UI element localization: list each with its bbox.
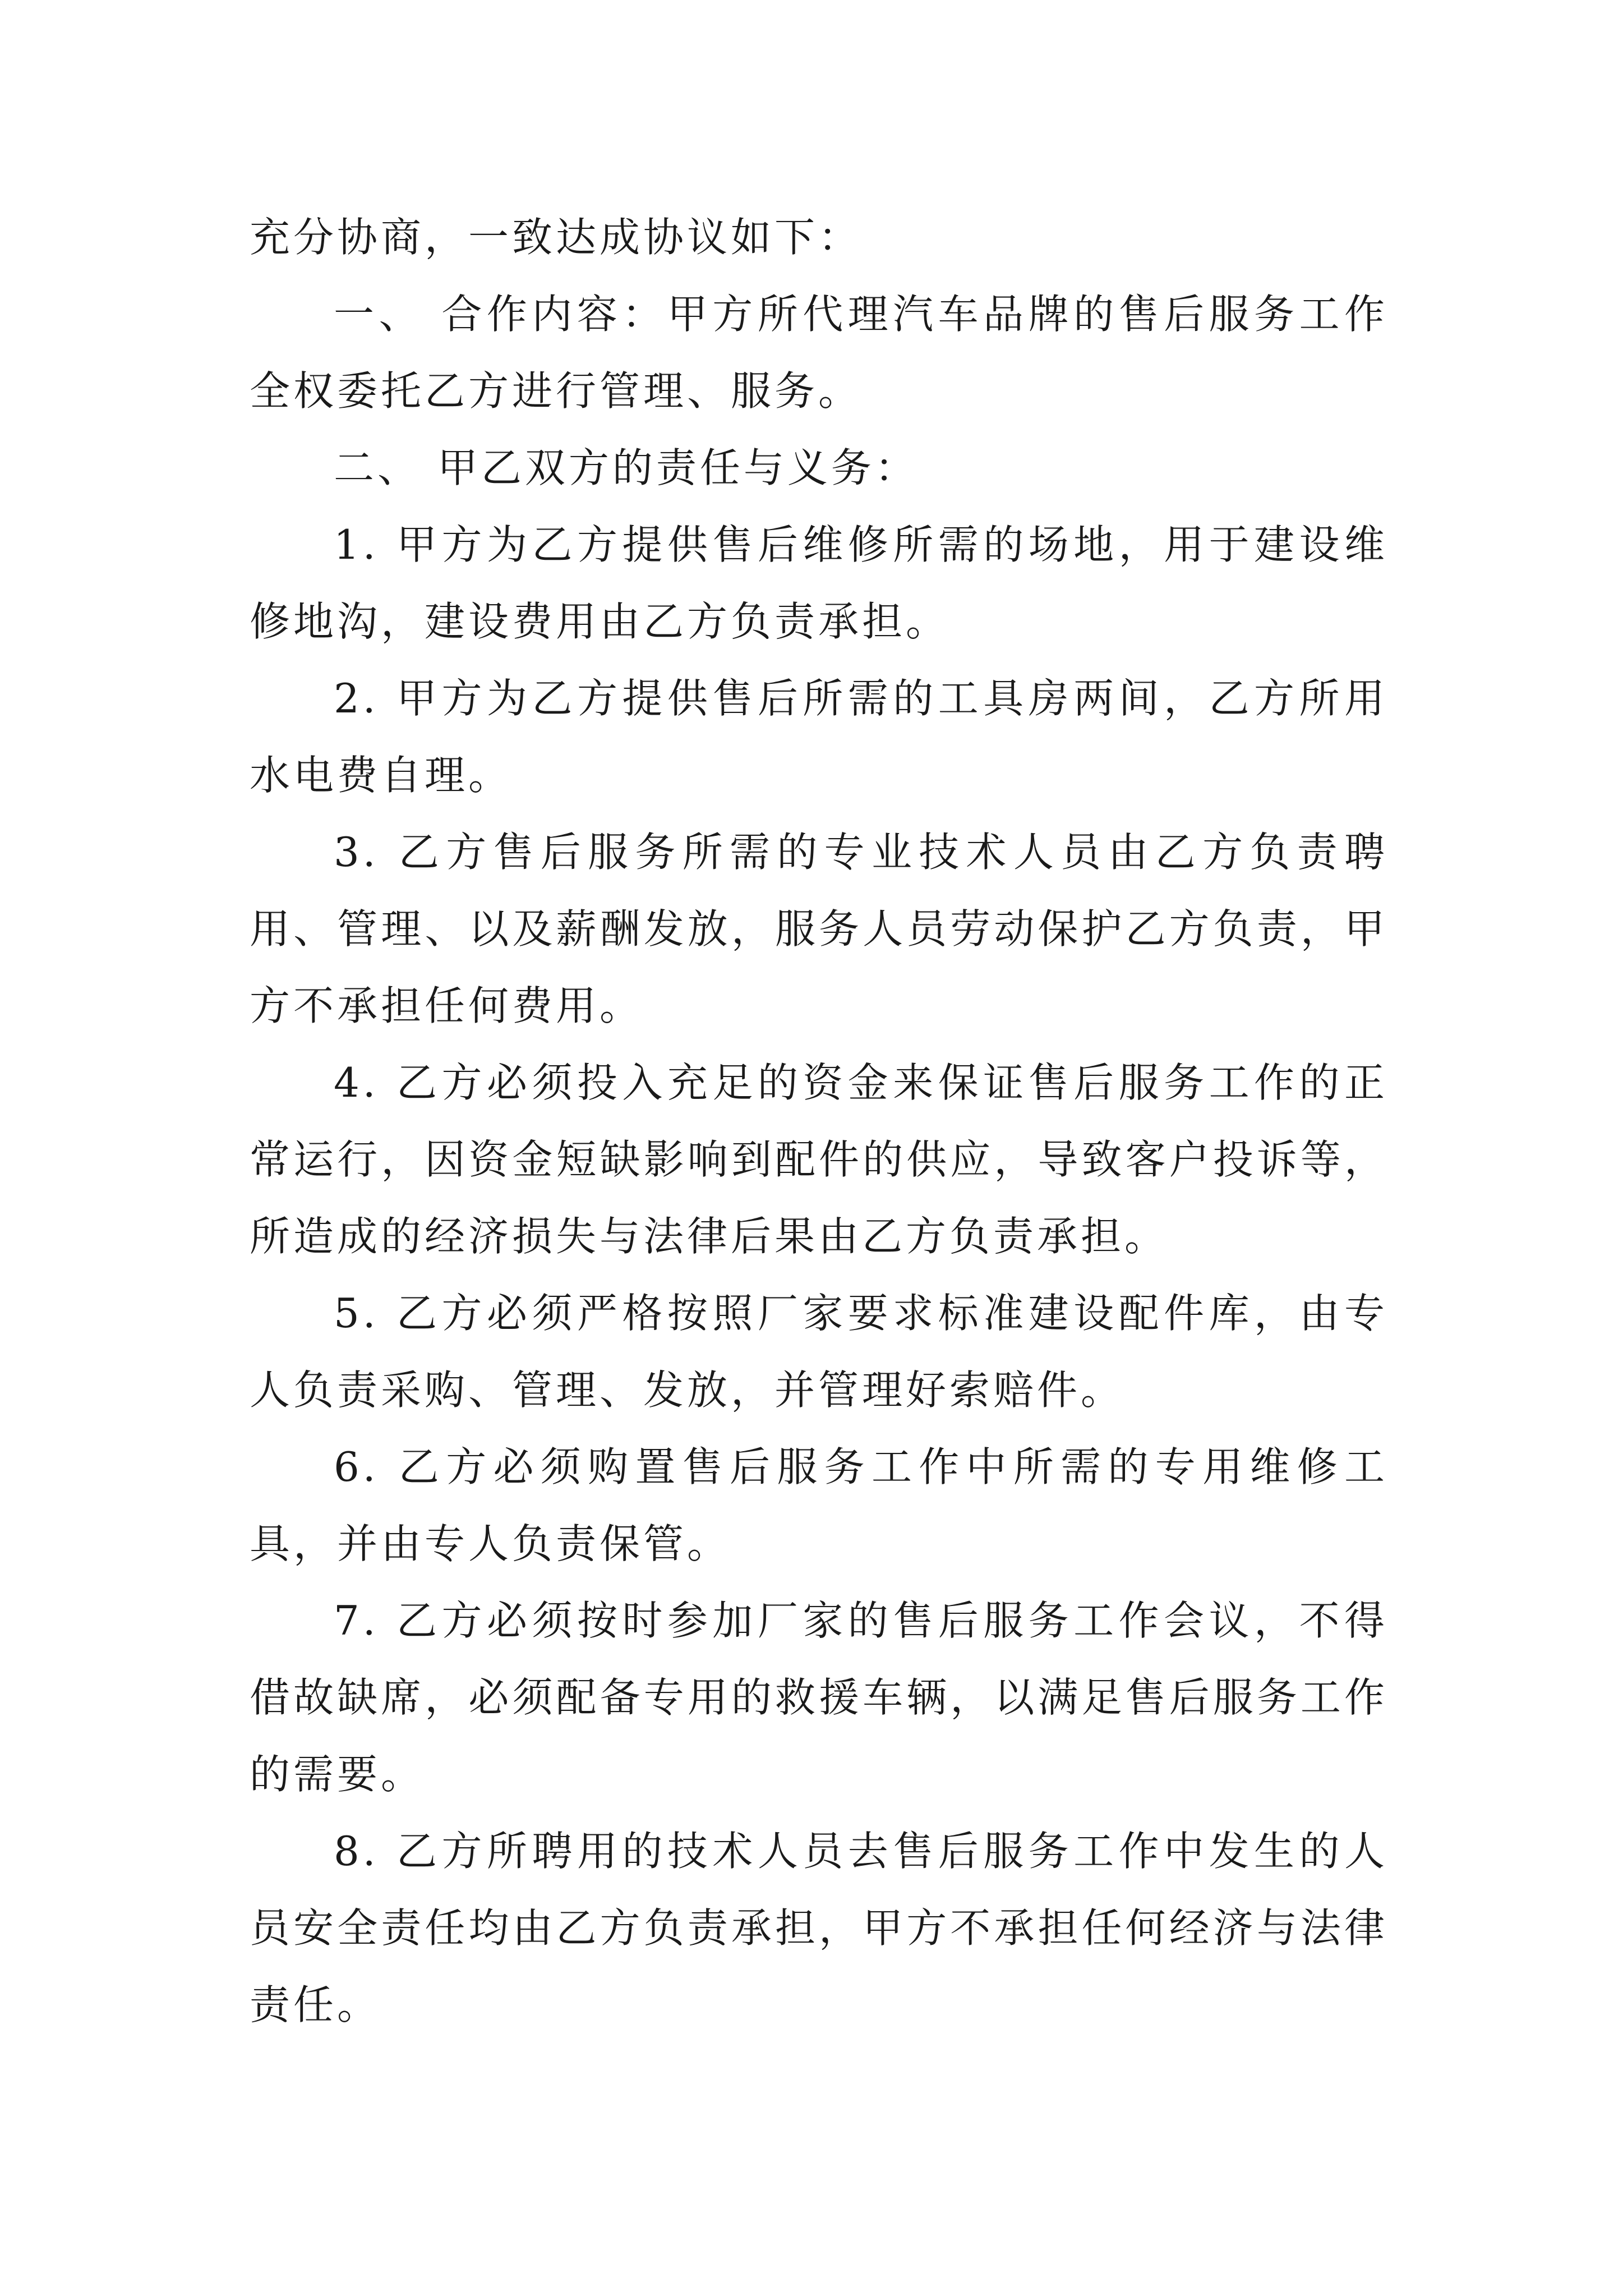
paragraph-item-5: 5. 乙方必须严格按照厂家要求标准建设配件库，由专人负责采购、管理、发放，并管理好索赔件。 (250, 1290, 1388, 1414)
paragraph-item-7: 7. 乙方必须按时参加厂家的售后服务工作会议，不得借故缺席，必须配备专用的救援车辆，以满足售后服务工作的需要。 (250, 1597, 1388, 1798)
document-page (250, 199, 1388, 2044)
paragraph-item-8: 8. 乙方所聘用的技术人员去售后服务工作中发生的人员安全责任均由乙方负责承担，甲方不承担任何经济与法律责任。 (250, 1828, 1388, 2028)
paragraph-item-4: 4. 乙方必须投入充足的资金来保证售后服务工作的正常运行，因资金短缺影响到配件的供应，导致客户投诉等，所造成的经济损失与法律后果由乙方负责承担。 (250, 1059, 1388, 1260)
paragraph-item-6: 6. 乙方必须购置售后服务工作中所需的专用维修工具，并由专人负责保管。 (250, 1443, 1388, 1567)
paragraph-item-1: 1. 甲方为乙方提供售后维修所需的场地，用于建设维修地沟，建设费用由乙方负责承担。 (250, 521, 1388, 645)
paragraph-item-3: 3. 乙方售后服务所需的专业技术人员由乙方负责聘用、管理、以及薪酬发放，服务人员劳动保护乙方负责，甲方不承担任何费用。 (250, 829, 1388, 1029)
paragraph-section-1: 一、 合作内容：甲方所代理汽车品牌的售后服务工作全权委托乙方进行管理、服务。 (250, 291, 1388, 415)
paragraph-item-2: 2. 甲方为乙方提供售后所需的工具房两间，乙方所用水电费自理。 (250, 675, 1388, 799)
paragraph-intro: 充分协商，一致达成协议如下： (250, 214, 863, 261)
paragraph-section-2: 二、 甲乙双方的责任与义务： (334, 444, 919, 491)
